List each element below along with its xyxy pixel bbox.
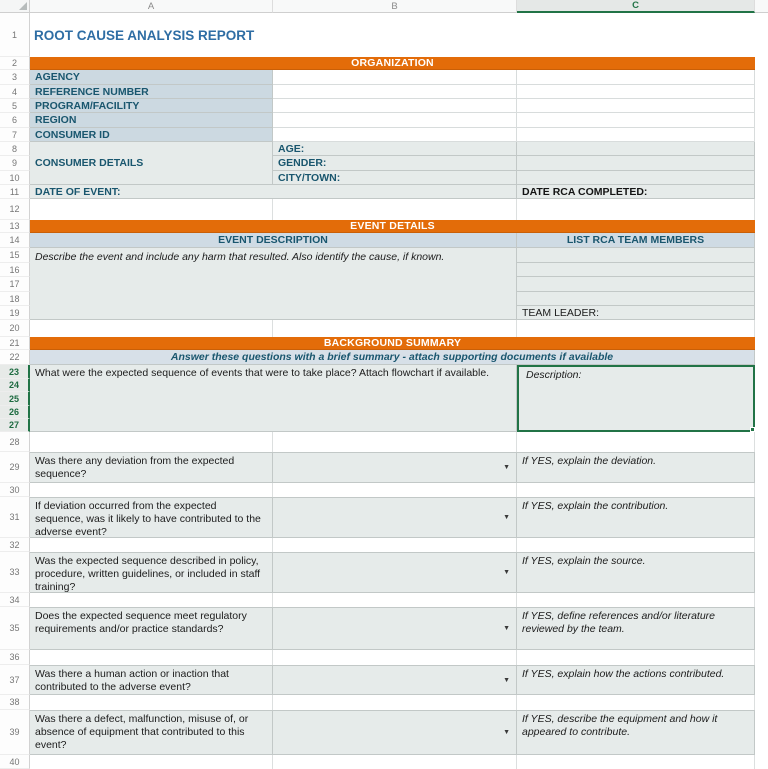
empty-cell[interactable] bbox=[517, 113, 755, 128]
row-header-34[interactable]: 34 bbox=[0, 593, 30, 607]
empty-cell[interactable] bbox=[30, 432, 273, 452]
row-header-20[interactable]: 20 bbox=[0, 320, 30, 337]
empty-cell[interactable] bbox=[517, 593, 755, 607]
age-label: AGE: bbox=[273, 142, 517, 156]
answer-dropdown[interactable] bbox=[273, 665, 517, 695]
team-member-input-cell[interactable] bbox=[517, 292, 755, 306]
event-details-section-header: EVENT DETAILS bbox=[30, 220, 755, 233]
city-town-input-cell[interactable] bbox=[517, 171, 755, 185]
event-description-header: EVENT DESCRIPTION bbox=[30, 233, 517, 248]
row-header-37[interactable]: 37 bbox=[0, 665, 30, 695]
question-equipment: Was there a defect, malfunction, misuse of, or absence of equipment that contributed to this event? bbox=[30, 710, 273, 755]
event-description-input-cell[interactable]: Describe the event and include any harm that resulted. Also identify the cause, if known. bbox=[30, 248, 517, 320]
empty-cell[interactable] bbox=[273, 320, 517, 337]
dropdown-arrow-icon[interactable]: ▼ bbox=[503, 569, 510, 576]
row-header-15[interactable]: 15 bbox=[0, 248, 30, 263]
empty-cell[interactable] bbox=[30, 199, 273, 220]
age-input-cell[interactable] bbox=[517, 142, 755, 156]
city-town-label: CITY/TOWN: bbox=[273, 171, 517, 185]
hint-contribution: If YES, explain the contribution. bbox=[517, 497, 755, 538]
row-header-3[interactable]: 3 bbox=[0, 70, 30, 85]
dropdown-arrow-icon[interactable]: ▼ bbox=[503, 625, 510, 632]
team-leader-label: TEAM LEADER: bbox=[517, 306, 755, 320]
question-policy: Was the expected sequence described in policy, procedure, written guidelines, or included in staff training? bbox=[30, 552, 273, 593]
empty-cell[interactable] bbox=[30, 538, 273, 552]
hint-policy: If YES, explain the source. bbox=[517, 552, 755, 593]
empty-cell[interactable] bbox=[517, 483, 755, 497]
row-header-30[interactable]: 30 bbox=[0, 483, 30, 497]
row-header-8[interactable]: 8 bbox=[0, 142, 30, 156]
empty-cell[interactable] bbox=[517, 320, 755, 337]
answer-dropdown[interactable] bbox=[273, 452, 517, 483]
row-header-16[interactable]: 16 bbox=[0, 263, 30, 277]
select-all-triangle-icon bbox=[19, 2, 27, 10]
row-header-2[interactable]: 2 bbox=[0, 57, 30, 70]
row-header-39[interactable]: 39 bbox=[0, 710, 30, 755]
region-label: REGION bbox=[30, 113, 273, 128]
program-facility-label: PROGRAM/FACILITY bbox=[30, 99, 273, 113]
question-human-action: Was there a human action or inaction that contributed to the adverse event? bbox=[30, 665, 273, 695]
row-header-29[interactable]: 29 bbox=[0, 452, 30, 483]
row-header-33[interactable]: 33 bbox=[0, 552, 30, 593]
team-member-input-cell[interactable] bbox=[517, 277, 755, 292]
organization-section-header: ORGANIZATION bbox=[30, 57, 755, 70]
answer-dropdown[interactable] bbox=[273, 710, 517, 755]
hint-regulatory: If YES, define references and/or literature reviewed by the team. bbox=[517, 607, 755, 650]
row-header-35[interactable]: 35 bbox=[0, 607, 30, 650]
row-header-12[interactable]: 12 bbox=[0, 199, 30, 220]
dropdown-arrow-icon[interactable]: ▼ bbox=[503, 514, 510, 521]
empty-cell[interactable] bbox=[517, 99, 755, 113]
agency-input-cell[interactable] bbox=[273, 70, 517, 85]
row-header-5[interactable]: 5 bbox=[0, 99, 30, 113]
reference-number-input-cell[interactable] bbox=[273, 85, 517, 99]
column-header-row bbox=[0, 0, 768, 13]
question-contribution: If deviation occurred from the expected sequence, was it likely to have contributed to the adverse event? bbox=[30, 497, 273, 538]
consumer-details-label: CONSUMER DETAILS bbox=[30, 142, 273, 185]
row-header-25[interactable]: 25 bbox=[0, 392, 30, 406]
description-input-cell-selected[interactable] bbox=[517, 365, 755, 432]
empty-cell[interactable] bbox=[273, 593, 517, 607]
empty-cell[interactable] bbox=[517, 538, 755, 552]
dropdown-arrow-icon[interactable]: ▼ bbox=[503, 464, 510, 471]
agency-label: AGENCY bbox=[30, 70, 273, 85]
answer-dropdown[interactable] bbox=[273, 552, 517, 593]
row-header-40[interactable]: 40 bbox=[0, 755, 30, 769]
empty-cell[interactable] bbox=[517, 650, 755, 665]
answer-dropdown[interactable] bbox=[273, 497, 517, 538]
row-header-13[interactable]: 13 bbox=[0, 220, 30, 233]
hint-equipment: If YES, describe the equipment and how it appeared to contribute. bbox=[517, 710, 755, 755]
row-header-11[interactable]: 11 bbox=[0, 185, 30, 199]
empty-cell[interactable] bbox=[273, 538, 517, 552]
team-members-header: LIST RCA TEAM MEMBERS bbox=[517, 233, 755, 248]
row-header-36[interactable]: 36 bbox=[0, 650, 30, 665]
row-header-22[interactable]: 22 bbox=[0, 350, 30, 365]
row-header-31[interactable]: 31 bbox=[0, 497, 30, 538]
empty-cell[interactable] bbox=[273, 650, 517, 665]
empty-cell[interactable] bbox=[30, 755, 273, 769]
empty-cell[interactable] bbox=[273, 483, 517, 497]
team-member-input-cell[interactable] bbox=[517, 248, 755, 263]
date-rca-completed-label: DATE RCA COMPLETED: bbox=[517, 185, 755, 199]
row-header-4[interactable]: 4 bbox=[0, 85, 30, 99]
column-header-a[interactable]: A bbox=[30, 0, 273, 13]
empty-cell[interactable] bbox=[30, 695, 273, 710]
question-deviation: Was there any deviation from the expected sequence? bbox=[30, 452, 273, 483]
column-header-c[interactable]: C bbox=[517, 0, 755, 13]
empty-cell[interactable] bbox=[517, 199, 755, 220]
empty-cell[interactable] bbox=[30, 320, 273, 337]
program-facility-input-cell[interactable] bbox=[273, 99, 517, 113]
empty-cell[interactable] bbox=[517, 755, 755, 769]
consumer-id-input-cell[interactable] bbox=[273, 128, 517, 142]
gender-input-cell[interactable] bbox=[517, 156, 755, 171]
empty-cell[interactable] bbox=[517, 128, 755, 142]
row-header-18[interactable]: 18 bbox=[0, 292, 30, 306]
background-instruction: Answer these questions with a brief summary - attach supporting documents if available bbox=[30, 350, 755, 365]
gender-label: GENDER: bbox=[273, 156, 517, 171]
description-label: Description: bbox=[526, 369, 582, 381]
empty-cell[interactable] bbox=[517, 85, 755, 99]
row-header-38[interactable]: 38 bbox=[0, 695, 30, 710]
row-header-17[interactable]: 17 bbox=[0, 277, 30, 292]
fill-handle[interactable] bbox=[750, 427, 755, 432]
row-header-14[interactable]: 14 bbox=[0, 233, 30, 248]
empty-cell[interactable] bbox=[30, 650, 273, 665]
row-header-26[interactable]: 26 bbox=[0, 406, 30, 419]
row-header-23[interactable]: 23 bbox=[0, 365, 30, 379]
region-input-cell[interactable] bbox=[273, 113, 517, 128]
hint-deviation: If YES, explain the deviation. bbox=[517, 452, 755, 483]
row-header-1[interactable]: 1 bbox=[0, 13, 30, 57]
date-of-event-label: DATE OF EVENT: bbox=[30, 185, 517, 199]
empty-cell[interactable] bbox=[273, 695, 517, 710]
page-title: ROOT CAUSE ANALYSIS REPORT bbox=[30, 13, 755, 57]
empty-cell[interactable] bbox=[273, 755, 517, 769]
empty-cell[interactable] bbox=[273, 432, 517, 452]
row-header-27[interactable]: 27 bbox=[0, 419, 30, 432]
background-summary-section-header: BACKGROUND SUMMARY bbox=[30, 337, 755, 350]
empty-cell[interactable] bbox=[30, 483, 273, 497]
column-header-b[interactable]: B bbox=[273, 0, 517, 13]
row-header-6[interactable]: 6 bbox=[0, 113, 30, 128]
consumer-id-label: CONSUMER ID bbox=[30, 128, 273, 142]
row-header-24[interactable]: 24 bbox=[0, 379, 30, 392]
sequence-question: What were the expected sequence of events that were to take place? Attach flowchart if available. bbox=[30, 365, 517, 432]
question-regulatory: Does the expected sequence meet regulatory requirements and/or practice standards? bbox=[30, 607, 273, 650]
reference-number-label: REFERENCE NUMBER bbox=[30, 85, 273, 99]
answer-dropdown[interactable] bbox=[273, 607, 517, 650]
dropdown-arrow-icon[interactable]: ▼ bbox=[503, 729, 510, 736]
empty-cell[interactable] bbox=[30, 593, 273, 607]
empty-cell[interactable] bbox=[273, 199, 517, 220]
row-header-10[interactable]: 10 bbox=[0, 171, 30, 185]
header-filler bbox=[755, 0, 768, 13]
empty-cell[interactable] bbox=[517, 432, 755, 452]
row-header-7[interactable]: 7 bbox=[0, 128, 30, 142]
empty-cell[interactable] bbox=[517, 70, 755, 85]
hint-human-action: If YES, explain how the actions contributed. bbox=[517, 665, 755, 695]
dropdown-arrow-icon[interactable]: ▼ bbox=[503, 676, 510, 684]
empty-cell[interactable] bbox=[517, 695, 755, 710]
row-header-28[interactable]: 28 bbox=[0, 432, 30, 452]
row-header-19[interactable]: 19 bbox=[0, 306, 30, 320]
select-all-corner[interactable] bbox=[0, 0, 30, 13]
row-header-21[interactable]: 21 bbox=[0, 337, 30, 350]
team-member-input-cell[interactable] bbox=[517, 263, 755, 277]
row-header-32[interactable]: 32 bbox=[0, 538, 30, 552]
row-header-9[interactable]: 9 bbox=[0, 156, 30, 171]
